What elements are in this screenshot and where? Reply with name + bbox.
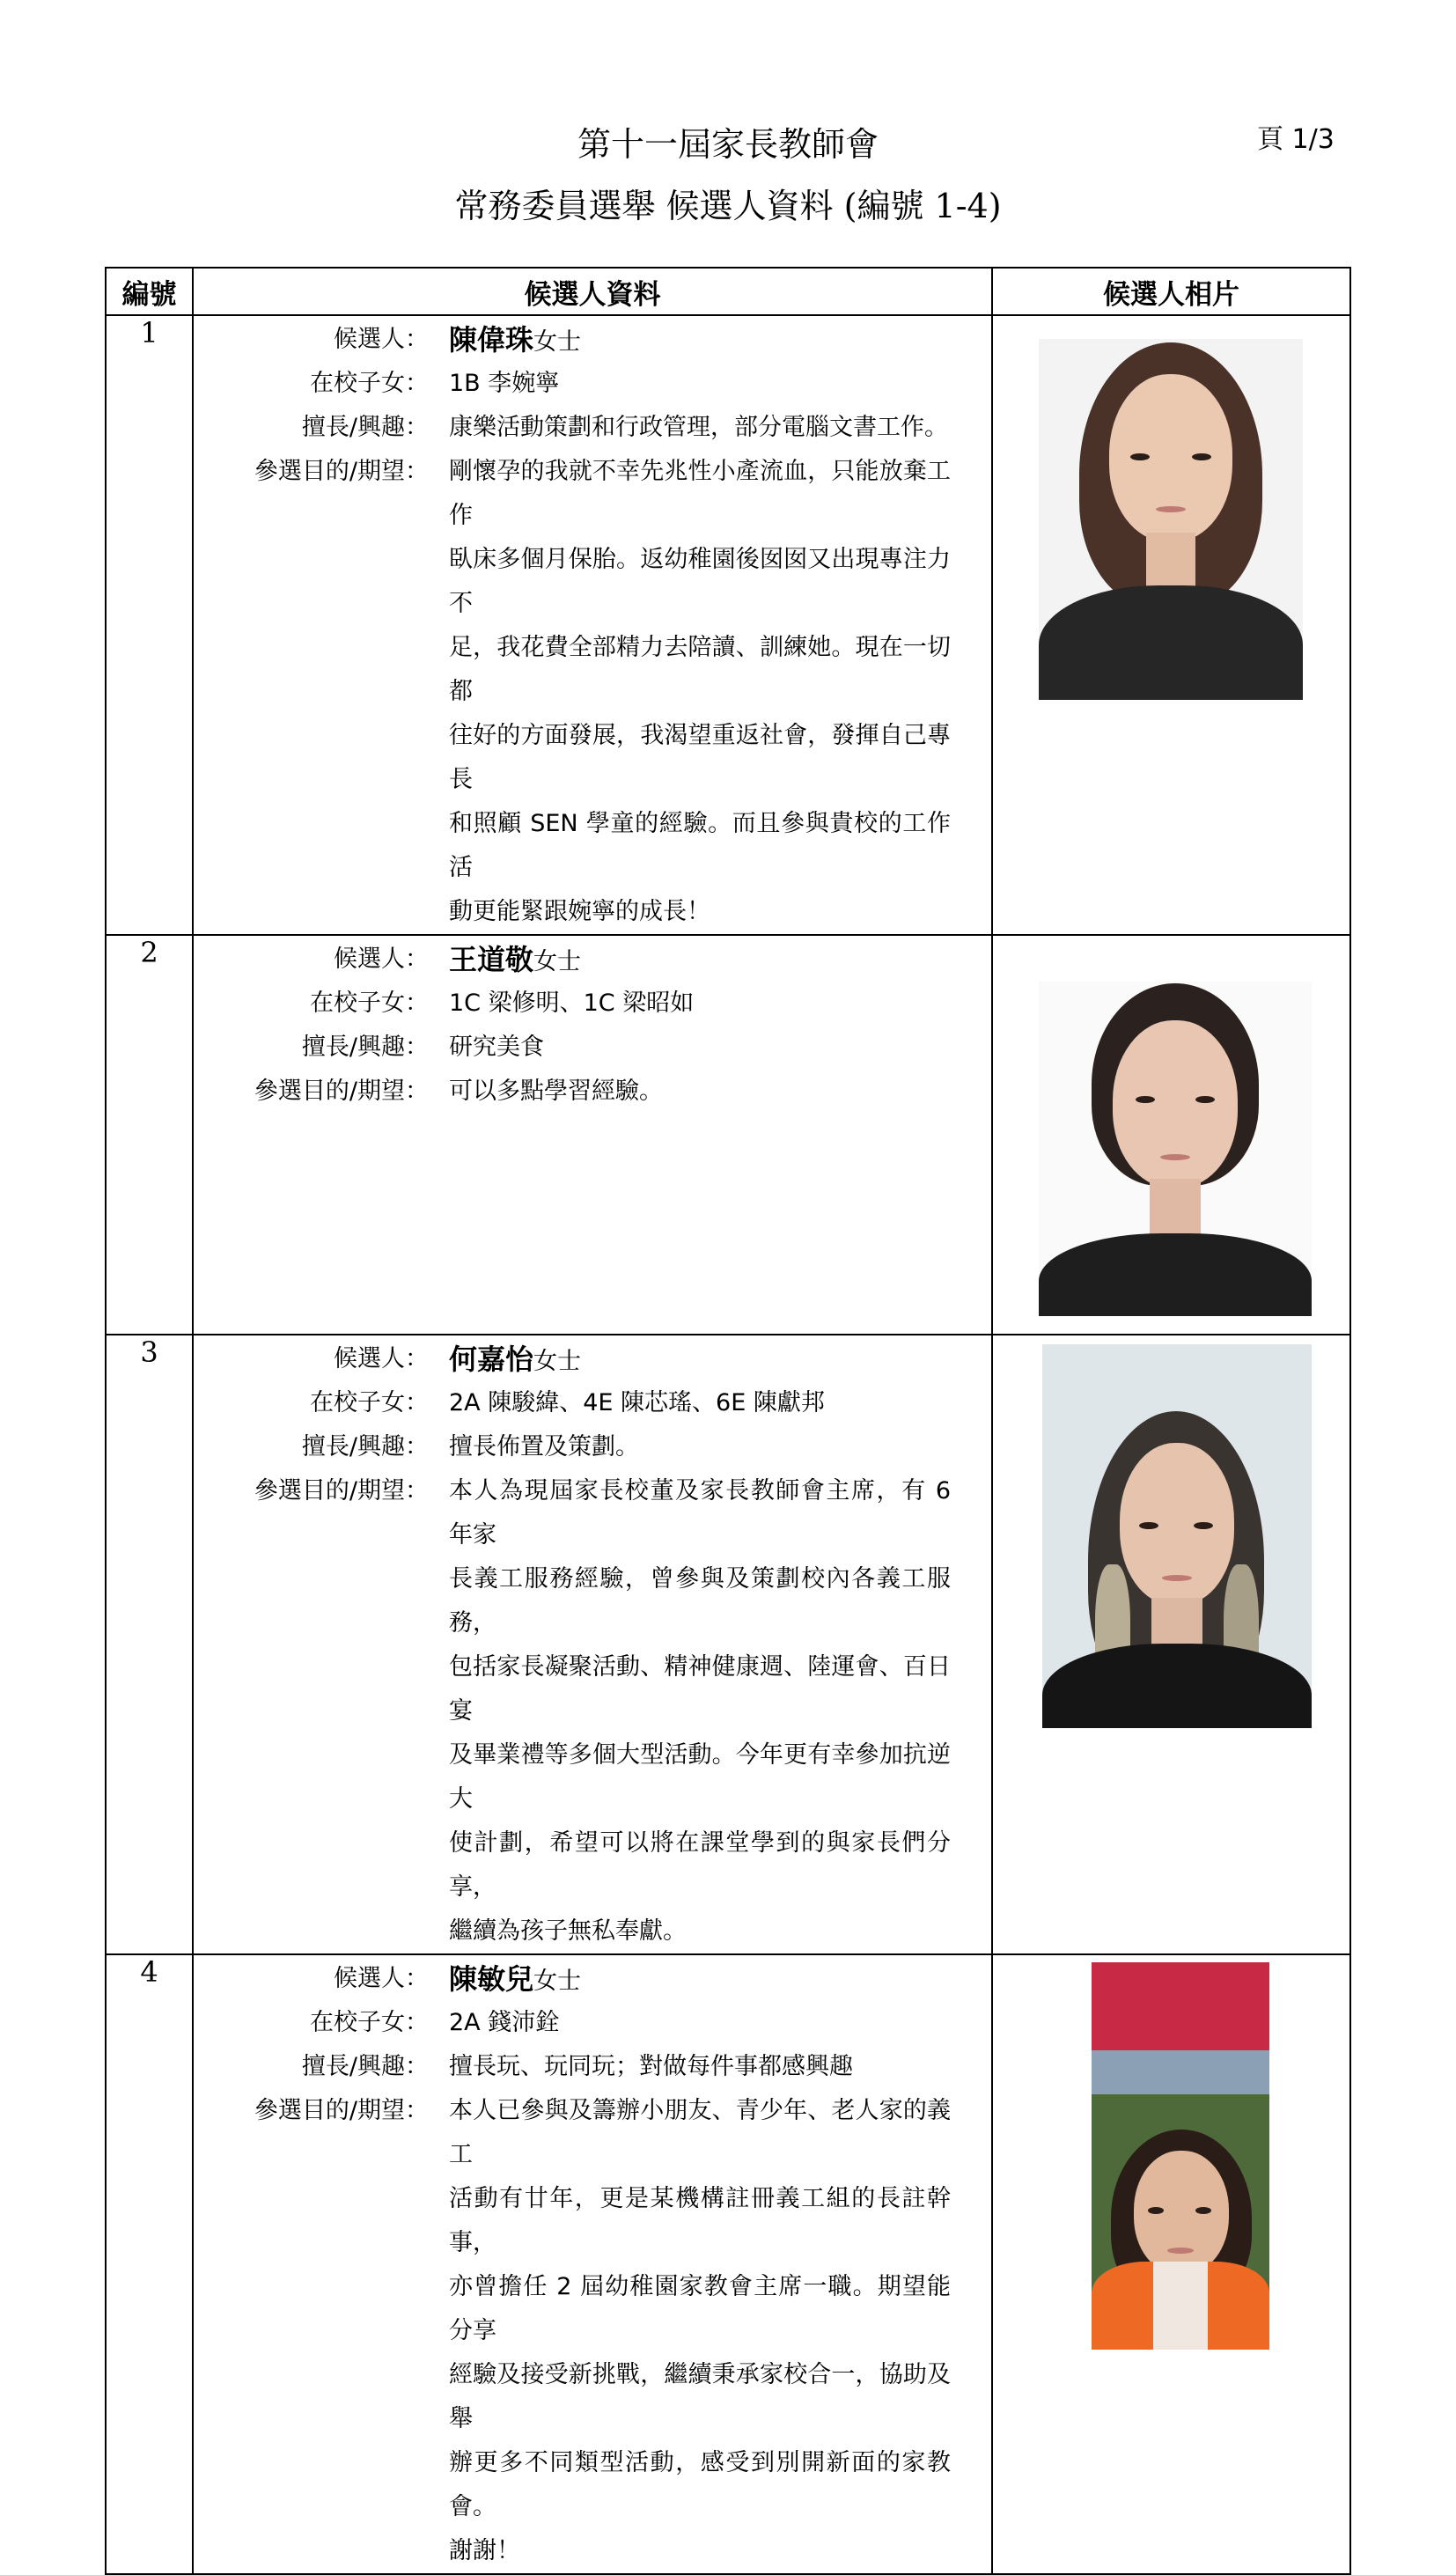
purpose-line: 活動有廿年，更是某機構註冊義工組的長註幹事， xyxy=(449,2185,951,2256)
purpose-line: 動更能緊跟婉寧的成長！ xyxy=(449,898,710,925)
candidate-number: 2 xyxy=(106,935,193,1335)
table-row xyxy=(106,1335,1350,1954)
label-colon: ： xyxy=(405,945,429,973)
purpose-text xyxy=(449,1469,951,1953)
purpose-line: 亦曾擔任 2 屆幼稚園家教會主席一職。期望能分享 xyxy=(449,2273,951,2344)
children-value: 2A 陳駿緯、4E 陳芯瑤、6E 陳獻邦 xyxy=(449,1389,825,1416)
candidate-number: 3 xyxy=(106,1335,193,1954)
table-row xyxy=(106,935,1350,1335)
candidate-photo xyxy=(1092,1962,1269,2350)
label-specialty: 擅長/興趣 xyxy=(301,414,405,441)
table-header-row xyxy=(106,268,1350,315)
label-candidate: 候選人 xyxy=(334,1965,405,1992)
label-purpose: 參選目的/期望 xyxy=(254,458,405,485)
label-colon: ： xyxy=(405,414,429,441)
table-row xyxy=(106,315,1350,935)
label-candidate: 候選人 xyxy=(334,326,405,353)
children-value: 1B 李婉寧 xyxy=(449,370,560,397)
label-specialty: 擅長/興趣 xyxy=(301,1034,405,1061)
label-children: 在校子女 xyxy=(310,990,405,1017)
candidate-name: 王道敬 xyxy=(449,943,534,976)
purpose-line: 往好的方面發展，我渴望重返社會，發揮自己專長 xyxy=(449,722,951,793)
candidate-name: 陳偉珠 xyxy=(449,323,534,357)
candidate-number: 1 xyxy=(106,315,193,935)
label-candidate: 候選人 xyxy=(334,1345,405,1372)
candidate-honorific: 女士 xyxy=(533,1968,582,1995)
purpose-line: 和照顧 SEN 學童的經驗。而且參與貴校的工作活 xyxy=(449,810,951,881)
candidate-photo xyxy=(1039,339,1303,700)
label-colon: ： xyxy=(405,1965,429,1992)
label-colon: ： xyxy=(405,1433,429,1460)
label-children: 在校子女 xyxy=(310,1389,405,1416)
candidate-number: 4 xyxy=(106,1954,193,2574)
label-candidate: 候選人 xyxy=(334,945,405,973)
label-colon: ： xyxy=(405,990,429,1017)
photo-cell xyxy=(992,1954,1350,2574)
purpose-line: 繼續為孩子無私奉獻。 xyxy=(449,1917,687,1945)
purpose-line: 臥床多個月保胎。返幼稚園後囡囡又出現專注力不 xyxy=(449,546,951,617)
photo-cell xyxy=(992,1335,1350,1954)
purpose-text xyxy=(449,1070,951,1114)
label-colon: ： xyxy=(405,2053,429,2080)
purpose-line: 謝謝！ xyxy=(449,2537,520,2564)
candidate-info xyxy=(193,1335,992,1954)
label-colon: ： xyxy=(405,326,429,353)
label-colon: ： xyxy=(405,1078,429,1105)
label-colon: ： xyxy=(405,458,429,485)
specialty-value: 擅長佈置及策劃。 xyxy=(449,1433,639,1460)
purpose-line: 本人為現屆家長校董及家長教師會主席，有 6 年家 xyxy=(449,1477,951,1549)
label-colon: ： xyxy=(405,1389,429,1416)
purpose-line: 長義工服務經驗，曾參與及策劃校內各義工服務， xyxy=(449,1565,951,1637)
label-colon: ： xyxy=(405,370,429,397)
header-info: 候選人資料 xyxy=(193,268,992,315)
candidate-table xyxy=(105,267,1351,2575)
candidate-photo xyxy=(1042,1344,1312,1728)
label-colon: ： xyxy=(405,2097,429,2124)
photo-cell xyxy=(992,315,1350,935)
children-value: 1C 梁修明、1C 梁昭如 xyxy=(449,990,695,1017)
label-purpose: 參選目的/期望 xyxy=(254,1078,405,1105)
purpose-line: 可以多點學習經驗。 xyxy=(449,1078,663,1105)
label-purpose: 參選目的/期望 xyxy=(254,1477,405,1505)
purpose-line: 本人已參與及籌辦小朋友、青少年、老人家的義工 xyxy=(449,2097,951,2168)
candidate-info xyxy=(193,315,992,935)
document-subtitle: 常務委員選舉 候選人資料 (編號 1-4) xyxy=(454,187,1002,225)
label-colon: ： xyxy=(405,1034,429,1061)
label-purpose: 參選目的/期望 xyxy=(254,2097,405,2124)
candidate-honorific: 女士 xyxy=(533,948,582,975)
purpose-line: 及畢業禮等多個大型活動。今年更有幸參加抗逆大 xyxy=(449,1741,951,1813)
header-photo: 候選人相片 xyxy=(992,268,1350,315)
header-number: 編號 xyxy=(106,268,193,315)
table-row xyxy=(106,1954,1350,2574)
label-colon: ： xyxy=(405,1477,429,1505)
purpose-line: 足，我花費全部精力去陪讀、訓練她。現在一切都 xyxy=(449,634,951,705)
purpose-text xyxy=(449,450,951,934)
label-children: 在校子女 xyxy=(310,2009,405,2036)
candidate-name: 何嘉怡 xyxy=(449,1343,534,1376)
specialty-value: 研究美食 xyxy=(449,1034,544,1061)
purpose-line: 使計劃，希望可以將在課堂學到的與家長們分享， xyxy=(449,1829,951,1901)
children-value: 2A 錢沛銓 xyxy=(449,2009,560,2036)
candidate-info xyxy=(193,1954,992,2574)
candidate-info xyxy=(193,935,992,1335)
purpose-line: 經驗及接受新挑戰，繼續秉承家校合一，協助及舉 xyxy=(449,2361,951,2432)
document-title: 第十一屆家長教師會 xyxy=(577,125,879,164)
label-specialty: 擅長/興趣 xyxy=(301,1433,405,1460)
purpose-line: 辦更多不同類型活動，感受到別開新面的家教會。 xyxy=(449,2449,951,2520)
purpose-line: 包括家長凝聚活動、精神健康週、陸運會、百日宴 xyxy=(449,1653,951,1725)
label-children: 在校子女 xyxy=(310,370,405,397)
candidate-photo xyxy=(1039,982,1312,1316)
purpose-text xyxy=(449,2089,951,2573)
purpose-line: 剛懷孕的我就不幸先兆性小產流血，只能放棄工作 xyxy=(449,458,951,529)
candidate-name: 陳敏兒 xyxy=(449,1962,534,1996)
label-specialty: 擅長/興趣 xyxy=(301,2053,405,2080)
page-number: 頁 1/3 xyxy=(1257,124,1335,155)
candidate-honorific: 女士 xyxy=(533,328,582,356)
specialty-value: 康樂活動策劃和行政管理，部分電腦文書工作。 xyxy=(449,414,948,441)
photo-cell xyxy=(992,935,1350,1335)
specialty-value: 擅長玩、玩同玩；對做每件事都感興趣 xyxy=(449,2053,853,2080)
label-colon: ： xyxy=(405,2009,429,2036)
label-colon: ： xyxy=(405,1345,429,1372)
candidate-honorific: 女士 xyxy=(533,1348,582,1375)
